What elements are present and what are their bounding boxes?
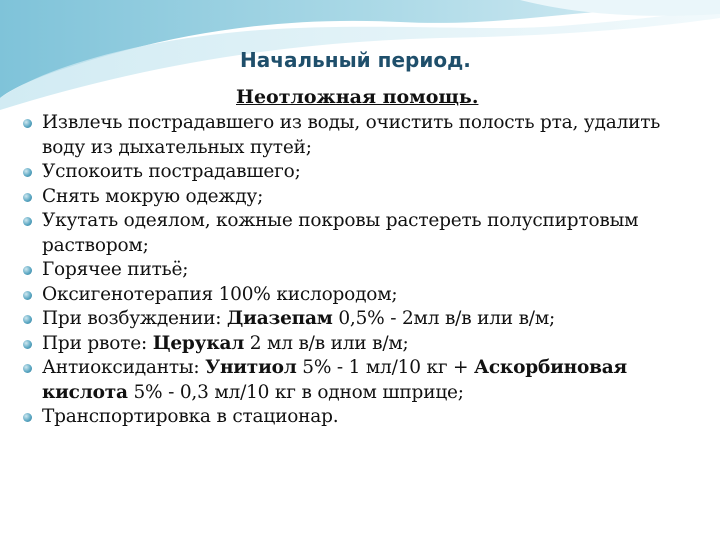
list-item-text: Укутать одеялом, кожные покровы растереть полуспиртовым раствором;	[42, 210, 639, 256]
drug-name: Аскорбиновая кислота	[42, 357, 628, 403]
list-item-text: 0,5% - 2мл в/в или в/м;	[332, 308, 556, 329]
list-item-text: 5% - 1 мл/10 кг +	[296, 357, 474, 378]
list-item	[22, 332, 702, 357]
drug-name: Диазепам	[226, 308, 333, 329]
list-item	[22, 111, 702, 160]
drug-name: Унитиол	[205, 357, 297, 378]
list-item	[22, 283, 702, 308]
list-item-text: При возбуждении:	[42, 308, 227, 329]
list-item-text: 5% - 0,3 мл/10 кг в одном шприце;	[127, 381, 464, 403]
list-item-text: 2 мл в/в или в/м;	[244, 332, 409, 354]
list-item-text: Транспортировка в стационар.	[42, 406, 339, 427]
list-item	[22, 209, 702, 258]
list-item	[22, 160, 702, 185]
list-item-text: Оксигенотерапия 100% кислородом;	[42, 283, 398, 305]
slide-title: Начальный период.	[240, 48, 471, 72]
list-item	[22, 307, 702, 332]
list-item	[22, 356, 702, 405]
list-item	[22, 258, 702, 283]
bullet-list	[22, 111, 702, 430]
list-item-text: Снять мокрую одежду;	[42, 185, 264, 207]
list-item-text: Успокоить пострадавшего;	[42, 161, 301, 182]
list-item-text: Извлечь пострадавшего из воды, очистить полость рта, удалить воду из дыхательных путей;	[42, 112, 661, 158]
list-item-text: Антиоксиданты:	[42, 357, 206, 378]
list-item	[22, 185, 702, 210]
list-item-text: Горячее питьё;	[42, 259, 189, 280]
slide-subtitle: Неотложная помощь.	[236, 86, 479, 108]
drug-name: Церукал	[152, 332, 245, 354]
list-item-text: При рвоте:	[42, 332, 153, 354]
list-item	[22, 405, 702, 430]
